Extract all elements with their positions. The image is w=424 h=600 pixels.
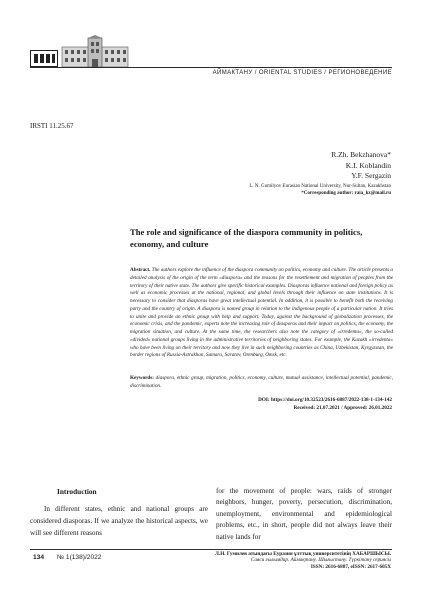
doi-block	[258, 396, 392, 412]
journal-section-title: АЙМАКТАНУ / ORIENTAL STUDIES / РЕГИОНОВЕДЕНИЕ	[212, 70, 392, 76]
header-rule	[30, 67, 392, 68]
abstract-text: The authors explore the influence of the diaspora community on politics, economy and culture. The article presents a detailed analysis of the origin of the term «diaspora» and the reasons for the resettlement and migration of peoples from the territory of their native state. The authors give specific historical examples. Diasporas influence national and foreign policy as well as economic processes at the national, regional, and global levels through their influence on state institutions. It is necessary to consider that diasporas have great intellectual potential. In addition, it is possible to benefit both the receiving party and the country of origin. A diaspora is named group in relation to the indigenous people of a particular nation. It tries to unite and provide an ethnic group with help and support. Today, against the background of globalization processes, the economic crisis, and the pandemic, experts note the increasing role of diasporas and their impact on politics, the economy, the migration situation, and culture. At the same time, the researchers also note the category of «irredenta», the so-called «divided» national groups living in the administrative territories of neighboring states. For example, the Kazakh «irredenta» who have been living on their territory and now they live in such neighboring countries as China, Uzbekistan, Kyrgyzstan, the border regions of Russia-Astrakhan, Samara, Saratov, Orenburg, Omsk, etc.	[130, 267, 393, 359]
author-name: Y.F. Sergazin	[351, 171, 391, 180]
body-text-left-column: In different states, ethnic and national groups are considered diasporas. If we analyze the historical aspects, we will see different reasons	[30, 505, 208, 537]
university-bulletin: Л.Н. Гумилев атындағы Еуразия ұлттық университетінің ХАБАРШЫСЫ.	[215, 551, 391, 557]
affiliation: L. N. Gumilyov Eurasian National University, Nur-Sultan, Kazakhstan	[249, 184, 391, 189]
issue-number: № 1(138)/2022	[57, 554, 102, 561]
received-approved-dates: Received: 21.07.2021 / Approved: 26.01.2022	[293, 405, 392, 411]
irsti-code: IRSTI 11.25.67	[30, 122, 74, 130]
corresponding-author: *Corresponding author: raia_kz@mail.ru	[301, 191, 391, 196]
university-building-illustration	[60, 35, 130, 67]
doi-link[interactable]: DOI: https://doi.org/10.32523/2616-6887/2022-138-1-134-142	[258, 397, 392, 403]
affiliation-block	[249, 183, 391, 197]
abstract	[130, 267, 393, 360]
page-number: 134	[33, 554, 45, 561]
author-name: R.Zh. Bekzhanova*	[331, 150, 391, 159]
article-title: The role and significance of the diaspora community in politics, economy, and culture	[130, 227, 363, 250]
author-list	[331, 150, 391, 182]
footer-rule	[30, 549, 392, 550]
journal-logo-icon	[30, 50, 58, 67]
keywords	[130, 375, 393, 391]
footer-journal-info	[215, 551, 391, 570]
author-name: K.I. Koblandin	[345, 160, 391, 170]
keywords-label: Keywords:	[130, 375, 154, 381]
issn: ISSN: 2616-6887, eISSN: 2617-605X	[310, 563, 391, 570]
introduction-heading: Introduction	[57, 487, 97, 496]
body-text-right-column: for the movement of people: wars, raids of stronger neighbors, hunger, poverty, persecution, discrimination, unemployment, environmental and epidemiological problems, etc., in short, people did not always leave their native lands for	[216, 487, 392, 541]
abstract-label: Abstract.	[130, 267, 151, 273]
keywords-text: diaspora, ethnic group, migration, politics, economy, culture, mutual assistance, intellectual potential, pandemic, discrimination.	[130, 375, 393, 389]
series-name: Саяси ғылымдар. Аймақтану. Шығыстану. Түркітану сериясы	[250, 557, 391, 564]
